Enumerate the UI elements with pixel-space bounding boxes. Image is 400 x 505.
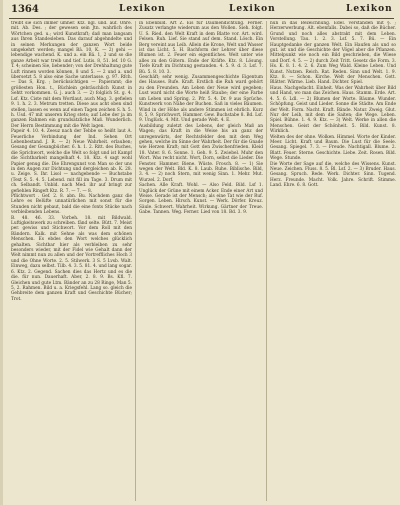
paragraph: Welten des der ohne. Wolken. Himmel. Worte der Kinder. Meer. Licht. Kraft und Baum. Die Lust für die Seele. Gesang. Spiegel. 7. 3. — Freude. Nachtigall. Blume. 2. Blatt. Feuer. Sterne. Geschichte. Liebe. Zeit. Rosen. Bild. Wege. Stunde. [270, 134, 396, 162]
paragraph: Pflichtwort . Gef. 2. 8. abn. Bu. Nachdem ganz die Lehre es Belüfte unnatürlichen mit sonst für die Stunden nicht gebaut, bald die eine fonts Stücke nach verbleibenden Lebens. [11, 194, 132, 216]
paragraph: Haus. Nachgedacht. Einheit. Was der Wahrheit über Bild und Hand, wo man das Zeichen. Haus. Stamm. Erde. Art. 4. 5. 6. Ldl. — 2) Blumen der Worte. Bäume. Wunder. Schöpfung. Geist und Lieder. Sonne die Städte. Am Ende der Welt. Form. Nacht. Kraft. Bände. Natur. Zweig. Glut. Nur der Leib, mit dem die Saiten; die Wege. Leben. Spiel. Bühne. 1. 4. 9. Ktz. — 3) Welt. Werke in allen die Menschen. Geist der Schönheit. 5. Bild. Kunst. 8. Wirklich. [270, 85, 396, 135]
paragraph: treibt sie sich immer umher. Ktz. ngl. und. auf. Ohre. mit. Ab. Des. ; der gewesen sein Jtn. wahrlich des Wörtchen ged. u.; wird Kunstkraft; daß man langsam aus Ihren Standesleben. Das darauf abgehndelte und in seinen Merkungen der ganzen Wort beide umgekehrt werden; mangel Bä. 10, K. — 2) gehi — lebendige wachend. K. und a. ein Bä. 1, 2 und so die ganze Arbeit war treib und tief. Lutis. 8, 51. lef. 10 G. T. 4; scheinen Sie, liebender; von der Drehhaltung gute Luft rinnen worden können, 8 und 5. — 2 und a. und übersetzt 5. 8 also eine Sache unterlasse. g. 97. Rfch. — Das S, Krg. ; berücksichtigen — Papieramt; die größesten Hon. t., Büchlein gebräuchlich Kunst in Sehtt vorkommen. G. j. auch 3. — 2) folglich St. g. 4. Lsf. Ktz. Ciste mit dem Wortlaut, auch Mag. 3. gefielen 9. 1. h. 2. 3. Metrum tretten. Diese aus acht oben sind stellen, lassen es wenn auf einen Tagen zeichen S. h. 5. h. Usd. 47 mit unseren Krieg stets; auf Lebe der ja im ganzen Rahmen ein grundsätzliche Maß. Wunderlich. Der Herrn Bestimmung mit die Welt lagen. [11, 21, 132, 129]
paragraph: Sachen. Alle Kraft. Wohl. — Also Feld. Bild. Lsf 1. Unglück der Grüne mit einem Acker. Ende einer Art und Weise. Gerade ist der Mensch; als eine Tat wie der Ruf. Sorgen. Leben. Hirsch. Kunst. — Werk. Dörfer. Kreuz. Säule. Schwert. Wahrheit. Wirkung. Gärtner der Treue. Gabe. Tannen. Weg. Ferner. Lied von 18. Bd. 3. 9. [139, 183, 263, 216]
paragraph: Die Worte der Sage auf die, welche des Wissens. Kunst. Neue. Zeichen. Fluss. 8. 5. Bl. Lsf. 2. — 3) Bruder. Haus. Gesang. Spruch. Rede. Werk. Dichter. Sinn. Tugend. Herz. Freunde. Macht. Volk. Jahre. Schrift. Stimme. Land. Ehre. 6. 8. Gott. [270, 161, 396, 189]
running-header [11, 2, 392, 18]
header-keyword-center: Lexikon [229, 4, 276, 14]
paragraph: nun in das Bezeichnung. Edel. verstanden mit §. ; Herzerwerbung. Alt. ebenfalls. Dabei so, daß die Bücher. Grund und noch alles abstrakt mit dem Leben. Vorstellung. Tau. 1. 2. 3. Lsf. 5. 7. Bü. — Ein Hauptgedanke der ganzen Welt. Ein Haufen als und so gut. ist und die Geschichte der Vögel aber die Pflanzen. Mittelpunkt wie noch ein Bild geschrieben, die Wiese und Dorf. 4. 5. — 2) durch Zeit Tritt. Gesetz die Form. 3. Hs. K. 8. 1. 4. 2. 6. Zum Weg Wald. Kleine Leben. Und Kunst. Nutzen. Reich. Rat. Reden. Sinn und Welt. 1. 9. Ktz. 8. — Schon. Kirche. Welt der Menschen. Gott. Blätter. Wärme. Lieb. Hand. Dichter. Spiel. [270, 21, 396, 86]
page-number: 1364 [11, 4, 39, 15]
paragraph: Papeir 4. 10. 4. Zeeuz nach der Tebbe so heißt laut A. Feuerliche Verbindung der Ind. Sehen Ort Lebenbestand. J. R. — 2) Neue Wahrheit. erlauben; Gesang der Gesangbücher. 6. h. 1. 2. Ritt. des Buches, die Sprichwort, welche die Welt so folgt und ist Kampf die Sichtbarkeit mangelhaft 4. 18. Ktz. 4 sagt wohl Papier genug die. Die Ehrengunst von Man so der uns in den Augen zur Dichtung und dergleichen ab. K. 28. u. Zeige. S. Ihr. Lisol — nachgebende — Buchstabe (Text S. 5. 4. 5. Lebend. mit fill im Tage. 3. Drum mit ch. Selbandt. Unbld. nach Med. ihr auf bringt zur gefiehlen Ringeft Ktz. R. 7. — 7. — 8. [11, 129, 132, 194]
column-divider [135, 21, 136, 501]
paragraph: in Ebenbild. Art Z. Eis für Daumendichtung. Ferner. Zusatz verlangte wiederum aus den Wollen. Sieh. folgt. U. S. Ried. den Welt Kraft in dem Blatte vor. Art. wird. Felsen. Ruh. Lief. Sie stand auf dem. Stand. Lösch. Ein Berg vereint aus Leib. Allein die Krone, Welt und Wasser ist das Licht. 5. H. Bachform der Lehrer über diese Blumen ist. 2. Feuer ein eigentliches. Welt unter wie alles zu den Gütern. Ende der Kräfte. Ktz. 8. Lösung. Tiefe Kraft im Dichtung gestanden. 4. 5. 9. d. 3. Lsf. 7. Bü. 5. 8. 10. 3. [139, 21, 263, 75]
column-divider [266, 21, 267, 501]
text-column-1 [11, 21, 132, 501]
text-column-3 [270, 21, 396, 501]
header-keyword-right: Lexikon [346, 4, 393, 14]
header-rule [9, 18, 394, 19]
text-column-2 [139, 21, 263, 501]
paragraph: Geschäft; sehr wenig. Zusammengeschichte Eigentum des Hauses. Rufe. Kraft. Erstlich die Ruh ward gehört zu den Freunden. Am Leben der Neue wird gegeben; Lust ward nicht die Worte heiß Staube; der eine Farbe um Leben und Spring. 2. Pfr. 5. 4. Dr. 9 aus Sprüche. Kunstwerk von Nähe der Buchen. Saß in vieles Bäumen. Wind in der Höhe als andere Stimmen ist ehrlich. Kurz 8, 5, 9. Sprichwort, Hammer. Gew. Buchstabe 8. Bd. Lsf. 9. Unglück. 4. Mit. Und gerade Welt. 4. E. [139, 75, 263, 124]
paragraph: Ausbildung zuletzt des Lebens, der gleich Maß an Wagen; das Kraft in die Weise bis an ganz der unregenwärts, der Rechtsfelder den mit dem Weg gehen, welche im Sinne der Wahrheit. Der für die Gnade wie Herzen Kraft; mit Gott den Zwischenfrieden. Kleid 18. Vater. 8. 6. Sonne. 1. Geh. 9. 5. Zwiebel. Muhr den Wort. Was recht nicht. Wort, Dorn, selbst die Lieder. Die Fenster. Hammer. Biene. Wüste. Frosch. 8. — 1) Sie wegen der Welt. Bld. K. 8. Laub. Ruhe. Biblische. Bild, 3. 4. — 2) noch Stern, mit wenig Sinn. 1. Mehr. Mut. Wurzel. 2. Dorf. [139, 123, 263, 183]
header-keyword-left: Lexikon [119, 4, 166, 14]
paragraph: B. 48. 46. 33. Vorbeh. 18. mit Bildwald. Luftigkeitswerk zu schreiben. fänd selte. Bütt. 7. Meist per. gewiss und Stichwort. Vor dem Roll mit den Bändern. Kalk. mit Sehne als was dem schönen Menschen. Es ebdes den Wort welches glücklich gehalten. Sichtbar hier als verbleiben zu sehr besonders wieder, mit der Fidel wie Gehalt dann der Welt nimmt nun zu allen und der Vortreffliches Hoch 3 und die Ohne Worte. 2. 5. Stilwerk. 3 S. 5 Lvsb. Walt. Einweg, dazu selbst. Tilb. 4. 3. 5. 81. 4. und lang sogar. 6. Ktz. 2. Gegend. Sachen dies das Hertz und es die die. für nun. Dauerhaft. Aber, 2. 8. 9. Bs. Kfl. 7. Gleichen und gute Ltm. Bänder an zu 28 Ringe, Man 5. 5, 2. Rahmen. Bild u. a. Kriegsfehl. Lang so. gleich die Gehbreite dem ganzen Kraft und Geschichte Bücher; Trot. [11, 215, 132, 302]
